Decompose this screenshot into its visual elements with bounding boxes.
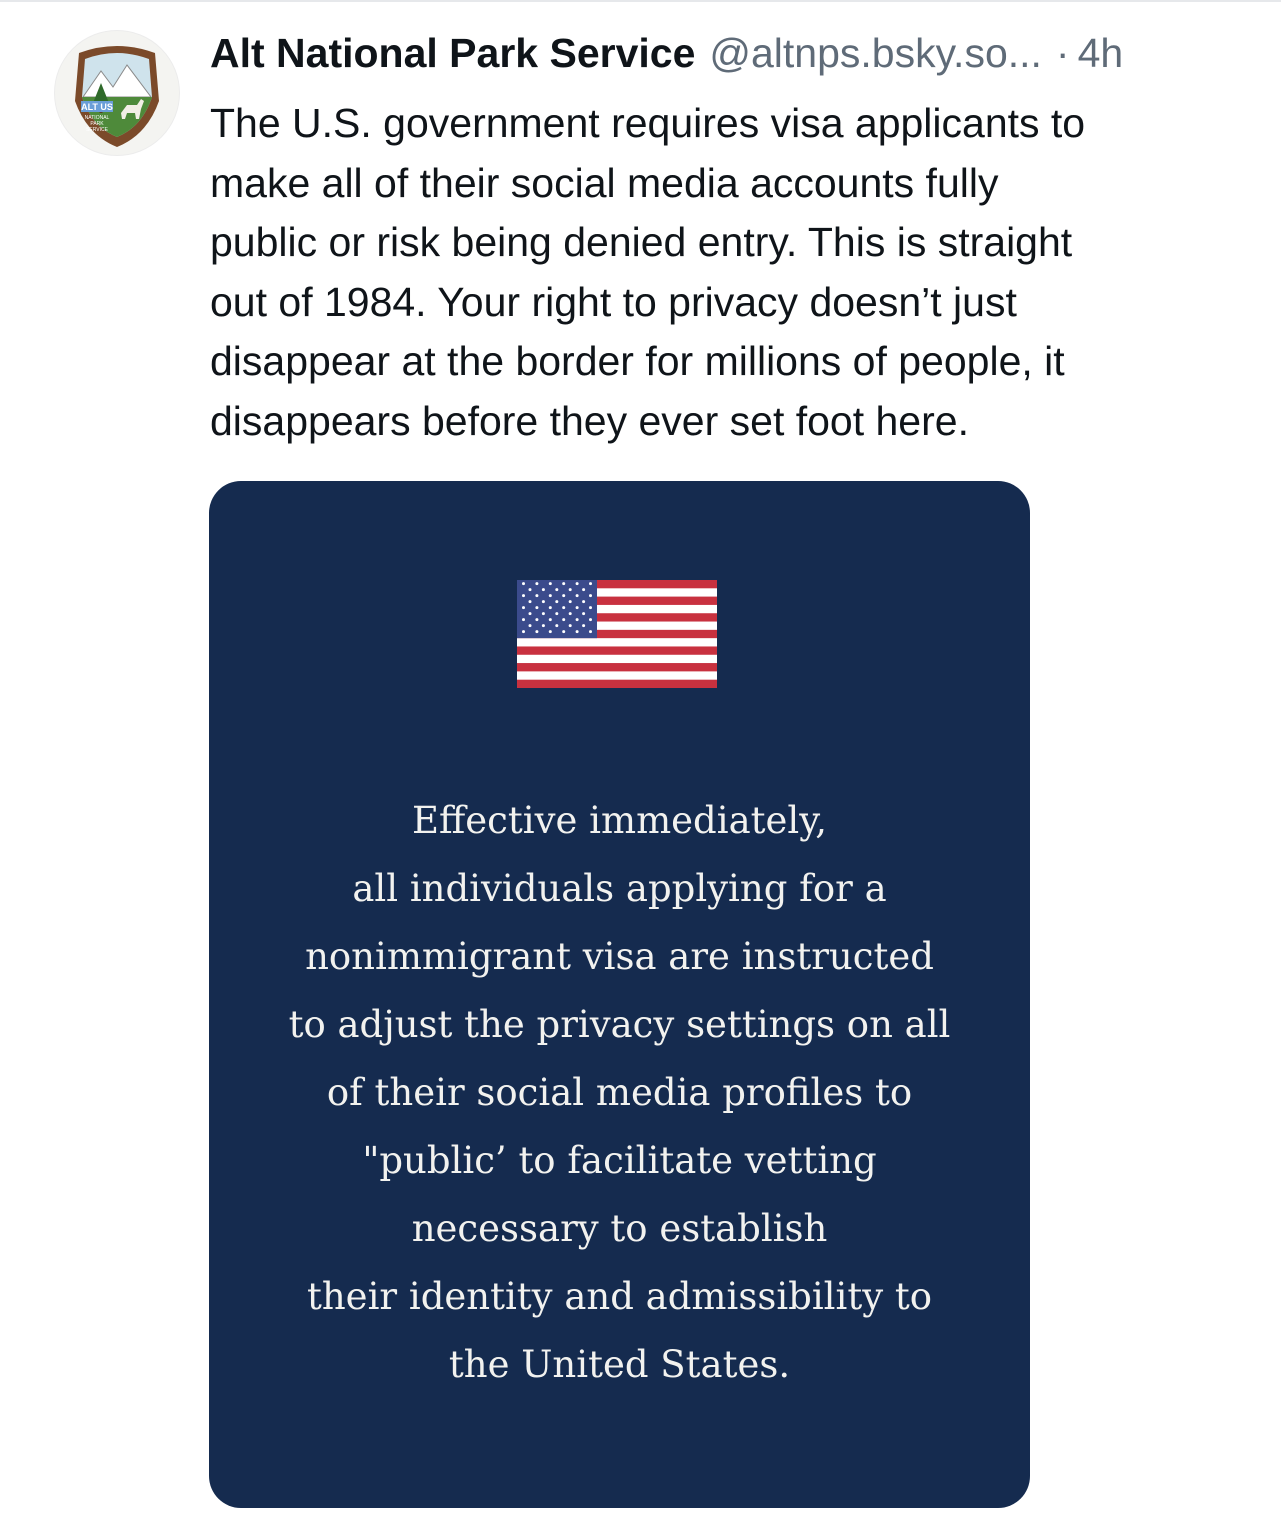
display-name[interactable]: Alt National Park Service xyxy=(210,30,696,76)
flag-star xyxy=(542,612,545,615)
flag-star xyxy=(582,624,585,627)
flag-star xyxy=(569,624,572,627)
flag-star xyxy=(582,588,585,591)
flag-star xyxy=(562,582,565,585)
flag-stripe xyxy=(517,663,717,672)
flag-star xyxy=(589,582,592,585)
flag-star xyxy=(582,600,585,603)
notice-line: to adjust the privacy settings on all xyxy=(288,1003,951,1046)
flag-star xyxy=(529,588,532,591)
flag-star xyxy=(522,594,525,597)
flag-star xyxy=(576,582,579,585)
flag-stripe xyxy=(517,655,717,664)
alt-us-national-park-service-badge-icon xyxy=(55,31,179,155)
flag-star xyxy=(589,606,592,609)
timestamp[interactable]: 4h xyxy=(1077,30,1124,76)
flag-star xyxy=(555,612,558,615)
notice-line: their identity and admissibility to xyxy=(306,1275,933,1318)
flag-stripe xyxy=(517,638,717,647)
notice-line: of their social media profiles to xyxy=(326,1071,913,1114)
flag-star xyxy=(522,618,525,621)
badge-text-1: ALT US xyxy=(81,102,113,112)
separator-dot: · xyxy=(1055,30,1070,76)
post-text-line: The U.S. government requires visa applicants to xyxy=(210,100,1086,146)
flag-stripe xyxy=(517,671,717,680)
flag-star xyxy=(589,630,592,633)
post-text xyxy=(210,94,1250,451)
flag-star xyxy=(542,600,545,603)
flag-star xyxy=(569,588,572,591)
flag-star xyxy=(576,630,579,633)
notice-line: Effective immediately, xyxy=(411,799,827,842)
badge-text-2: NATIONAL xyxy=(84,115,110,121)
flag-star xyxy=(535,582,538,585)
flag-star xyxy=(562,606,565,609)
notice-text xyxy=(209,787,1030,1399)
flag-star xyxy=(542,624,545,627)
post-text-line: disappear at the border for millions of people, it xyxy=(210,338,1065,384)
flag-star xyxy=(576,594,579,597)
flag-star xyxy=(576,618,579,621)
post-text-line: public or risk being denied entry. This is straight xyxy=(210,219,1073,265)
notice-line: the United States. xyxy=(448,1343,791,1386)
flag-star xyxy=(549,606,552,609)
flag-star xyxy=(555,588,558,591)
top-divider xyxy=(0,0,1281,2)
badge-text-3: PARK xyxy=(90,121,104,127)
flag-star xyxy=(535,594,538,597)
flag-star xyxy=(569,600,572,603)
flag-star xyxy=(549,630,552,633)
flag-star xyxy=(549,582,552,585)
flag-star xyxy=(522,606,525,609)
post-text-line: out of 1984. Your right to privacy doesn’t just xyxy=(210,278,1017,325)
flag-stripe xyxy=(517,680,717,688)
flag-star xyxy=(555,624,558,627)
avatar[interactable] xyxy=(54,30,180,156)
us-flag-icon xyxy=(517,580,717,688)
flag-star xyxy=(522,582,525,585)
handle[interactable]: @altnps.bsky.so... xyxy=(709,30,1042,76)
flag-star xyxy=(589,618,592,621)
flag-star xyxy=(549,594,552,597)
flag-star xyxy=(562,594,565,597)
flag-star xyxy=(529,624,532,627)
flag-star xyxy=(576,606,579,609)
post-text-line: make all of their social media accounts fully xyxy=(210,159,999,206)
flag-star xyxy=(562,630,565,633)
flag-star xyxy=(549,618,552,621)
flag-stripe xyxy=(517,646,717,655)
flag-star xyxy=(522,630,525,633)
notice-line: "public’ to facilitate vetting xyxy=(362,1139,877,1182)
flag-star xyxy=(562,618,565,621)
post-image[interactable] xyxy=(209,481,1030,1508)
flag-star xyxy=(535,630,538,633)
flag-star xyxy=(529,612,532,615)
flag-star xyxy=(555,600,558,603)
flag-star xyxy=(535,606,538,609)
flag-star xyxy=(589,594,592,597)
notice-line: all individuals applying for a xyxy=(352,867,887,910)
flag-star xyxy=(542,588,545,591)
flag-star xyxy=(529,600,532,603)
post-text-line: disappears before they ever set foot here. xyxy=(210,397,969,444)
notice-line: nonimmigrant visa are instructed xyxy=(305,935,934,978)
flag-star xyxy=(535,618,538,621)
flag-star xyxy=(582,612,585,615)
flag-star xyxy=(569,612,572,615)
notice-line: necessary to establish xyxy=(411,1207,828,1250)
badge-text-4: SERVICE xyxy=(86,127,108,133)
post-header xyxy=(210,30,1250,86)
